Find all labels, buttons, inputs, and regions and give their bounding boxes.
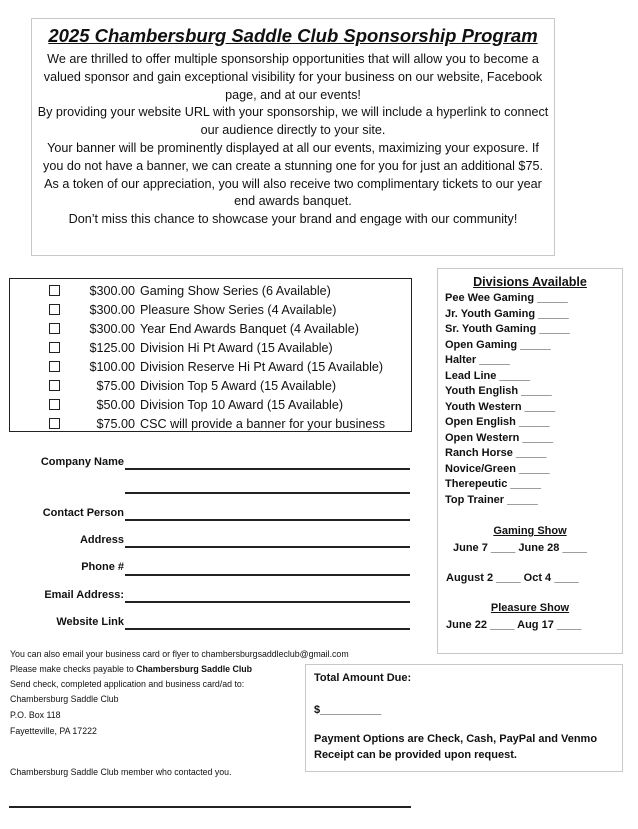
division-item[interactable]: Open Gaming _____	[445, 338, 551, 351]
option-label: Gaming Show Series (6 Available)	[140, 283, 331, 298]
option-label: Division Top 10 Award (15 Available)	[140, 397, 344, 412]
gaming-show-title: Gaming Show	[493, 525, 567, 537]
page-title: 2025 Chambersburg Saddle Club Sponsorship Program	[48, 25, 538, 46]
divisions-box	[437, 268, 623, 654]
option-label: CSC will provide a banner for your business	[140, 416, 385, 431]
intro-paragraph: We are thrilled to offer multiple sponsorship opportunities that will allow you to become a valued sponsor and gain exceptional visibility for your business on our website, Facebook page, and at our events!	[43, 52, 543, 102]
member-note: Chambersburg Saddle Club member who contacted you.	[10, 767, 232, 777]
send-note: Send check, completed application and business card/ad to:	[10, 679, 245, 689]
pleasure-show-dates[interactable]: June 22 ____ Aug 17 ____	[446, 619, 582, 631]
option-reserve-hi-pt-award[interactable]	[10, 357, 411, 376]
email-label: Email Address:	[44, 589, 124, 601]
website-label: Website Link	[56, 616, 124, 628]
option-price: $75.00	[96, 378, 135, 393]
option-price: $50.00	[96, 397, 135, 412]
division-item[interactable]: Novice/Green _____	[445, 462, 550, 475]
checks-payee: Chambersburg Saddle Club	[136, 664, 253, 674]
checkbox[interactable]	[49, 380, 60, 391]
option-price: $300.00	[89, 321, 135, 336]
division-item[interactable]: Youth Western _____	[445, 400, 556, 413]
email-field[interactable]	[125, 601, 410, 603]
gaming-show-dates[interactable]: August 2 ____ Oct 4 ____	[446, 572, 579, 584]
contact-person-label: Contact Person	[42, 507, 124, 519]
division-item[interactable]: Therepeutic _____	[445, 478, 541, 490]
option-price: $100.00	[89, 359, 135, 374]
intro-box	[31, 18, 555, 256]
division-item[interactable]: Jr. Youth Gaming _____	[445, 307, 569, 320]
address-field[interactable]	[125, 546, 410, 548]
option-banner[interactable]	[10, 414, 411, 433]
phone-field[interactable]	[125, 574, 410, 576]
checkbox[interactable]	[49, 418, 60, 429]
option-awards-banquet[interactable]	[10, 319, 411, 338]
total-amount-field[interactable]: $__________	[314, 704, 382, 716]
checks-note	[10, 662, 252, 677]
intro-paragraph: By providing your website URL with your sponsorship, we will include a hyperlink to connect our audience directly to your site.	[37, 105, 549, 138]
company-name-field[interactable]	[125, 468, 410, 470]
checkbox[interactable]	[49, 361, 60, 372]
receipt-note: Receipt can be provided upon request.	[314, 749, 517, 761]
email-note: You can also email your business card or flyer to chambersburgsaddleclub@gmail.com	[10, 649, 349, 659]
division-item[interactable]: Lead Line _____	[445, 369, 530, 382]
intro-text	[36, 51, 550, 229]
option-price: $125.00	[89, 340, 135, 355]
checks-prefix: Please make checks payable to	[10, 664, 137, 674]
checkbox[interactable]	[49, 342, 60, 353]
contact-person-field[interactable]	[125, 519, 410, 521]
option-top-10-award[interactable]	[10, 395, 411, 414]
company-name-field-line2[interactable]	[125, 492, 410, 494]
option-label: Division Top 5 Award (15 Available)	[140, 378, 337, 393]
option-top-5-award[interactable]	[10, 376, 411, 395]
mail-address-line: Chambersburg Saddle Club	[10, 694, 119, 704]
option-pleasure-series[interactable]	[10, 300, 411, 319]
option-gaming-series[interactable]	[10, 281, 411, 300]
website-field[interactable]	[125, 628, 410, 630]
total-label: Total Amount Due:	[314, 672, 412, 684]
option-label: Division Hi Pt Award (15 Available)	[140, 340, 333, 355]
divisions-list	[445, 291, 570, 508]
option-hi-pt-award[interactable]	[10, 338, 411, 357]
sponsorship-options	[9, 278, 412, 432]
option-price: $300.00	[89, 283, 135, 298]
phone-label: Phone #	[81, 561, 124, 573]
intro-paragraph: Your banner will be prominently displayed at all our events, maximizing your exposure. If you do not have a banner, we can create a stunning one for you for just an additional $75.	[43, 140, 543, 173]
member-name-field[interactable]	[9, 806, 411, 808]
checkbox[interactable]	[49, 285, 60, 296]
mail-address-line: P.O. Box 118	[10, 710, 61, 720]
option-price: $300.00	[89, 302, 135, 317]
intro-paragraph: Don’t miss this chance to showcase your brand and engage with our community!	[68, 212, 518, 227]
intro-paragraph: As a token of our appreciation, you will also receive two complimentary tickets to our year end awards banquet.	[44, 176, 542, 209]
division-item[interactable]: Youth English _____	[445, 385, 552, 397]
company-name-label: Company Name	[40, 456, 124, 468]
division-item[interactable]: Sr. Youth Gaming _____	[445, 323, 570, 335]
option-label: Division Reserve Hi Pt Award (15 Available)	[140, 359, 384, 374]
division-item[interactable]: Top Trainer _____	[445, 493, 538, 506]
option-price: $75.00	[96, 416, 135, 431]
division-item[interactable]: Ranch Horse _____	[445, 447, 547, 459]
divisions-title: Divisions Available	[473, 275, 587, 289]
mail-address-line: Fayetteville, PA 17222	[10, 726, 97, 736]
address-label: Address	[79, 534, 124, 546]
checkbox[interactable]	[49, 399, 60, 410]
checkbox[interactable]	[49, 304, 60, 315]
payment-options: Payment Options are Check, Cash, PayPal and Venmo	[314, 733, 598, 745]
division-item[interactable]: Open English _____	[445, 416, 550, 428]
option-label: Year End Awards Banquet (4 Available)	[140, 321, 359, 336]
pleasure-show-title: Pleasure Show	[490, 602, 570, 614]
division-item[interactable]: Halter _____	[445, 354, 510, 366]
option-label: Pleasure Show Series (4 Available)	[140, 302, 337, 317]
gaming-show-dates[interactable]: June 7 ____ June 28 ____	[453, 542, 587, 554]
division-item[interactable]: Open Western _____	[445, 431, 554, 444]
total-box	[305, 664, 623, 772]
division-item[interactable]: Pee Wee Gaming _____	[445, 292, 568, 304]
checkbox[interactable]	[49, 323, 60, 334]
